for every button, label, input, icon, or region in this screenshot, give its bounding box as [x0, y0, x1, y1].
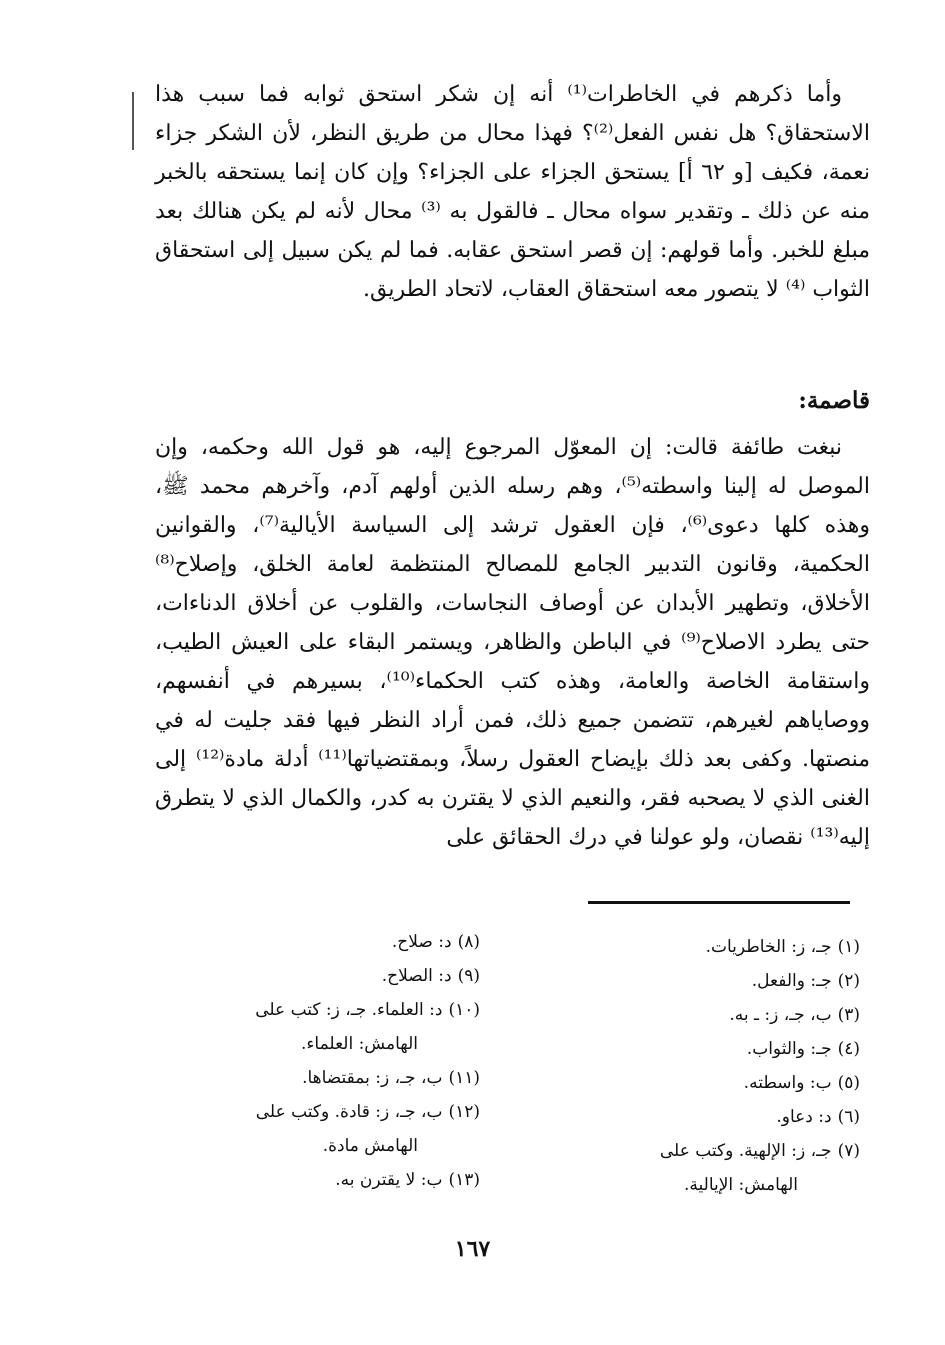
footnote-7: (٧)جـ، ز: الإلهية. وكتب على الهامش: الإيالية. [659, 1141, 860, 1195]
footnote-4: (٤)جـ: والثواب. [746, 1039, 860, 1059]
footnote-3: (٣)ب، جـ، ز: ـ به. [729, 1005, 860, 1025]
paragraph-2: نبغت طائفة قالت: إن المعوّل المرجوع إليه، هو قول الله وحكمه، وإن الموصل له إلينا واسطته⁽⁵⁾، وهم رسله الذين أولهم آدم، وآخرهم محمد ﷺ، وهذه كلها دعوى⁽⁶⁾، فإن العقول ترشد إلى السياسة الأيالية⁽⁷⁾، والقوانين الحكمية، وقانون التدبير الجامع للمصالح المنتظمة لعامة الخلق، وإصلاح⁽⁸⁾ الأخلاق، وتطهير الأبدان عن أوصاف النجاسات، والقلوب عن أخلاق الدناءات، حتى يطرد الاصلاح⁽⁹⁾ في الباطن والظاهر، ويستمر البقاء على العيش الطيب، واستقامة الخاصة والعامة، وهذه كتب الحكماء⁽¹⁰⁾، بسيرهم في أنفسهم، ووصاياهم لغيرهم، تتضمن جميع ذلك، فمن أراد النظر فيها فقد جليت له في منصتها. وكفى بعد ذلك بإيضاح العقول رسلاً، وبمقتضياتها⁽¹¹⁾ أدلة مادة⁽¹²⁾ إلى الغنى الذي لا يصحبه فقر، والنعيم الذي لا يقترن به كدر، والكمال الذي لا يتطرق إليه⁽¹³⁾ نقصان، ولو عولنا في درك الحقائق على [155, 435, 870, 850]
footnote-10: (١٠)د: العلماء. جـ، ز: كتب على الهامش: العلماء. [255, 1000, 480, 1054]
footnote-11: (١١)ب، جـ، ز: بمقتضاها. [302, 1068, 480, 1088]
section-heading: قاصمة: [798, 387, 870, 414]
footnote-separator [588, 901, 850, 904]
page-number: ١٦٧ [454, 1236, 491, 1262]
paragraph-1: وأما ذكرهم في الخاطرات⁽¹⁾ أنه إن شكر استحق ثوابه فما سبب هذا الاستحقاق؟ هل نفس الفعل⁽²⁾؟ فهذا محال من طريق النظر، لأن الشكر جزاء نعمة، فكيف [و ٦٢ أ] يستحق الجزاء على الجزاء؟ وإن كان إنما يستحقه بالخبر منه عن ذلك ـ وتقدير سواه محال ـ فالقول به ⁽³⁾ محال لأنه لم يكن هنالك بعد مبلغ للخبر. وأما قولهم: إن قصر استحق عقابه. فما لم يكن سبيل إلى استحقاق الثواب ⁽⁴⁾ لا يتصور معه استحقاق العقاب، لاتحاد الطريق. [155, 82, 870, 302]
footnote-5: (٥)ب: واسطته. [743, 1073, 860, 1093]
footnote-9: (٩)د: الصلاح. [381, 966, 480, 986]
footnote-6: (٦)د: دعاو. [776, 1107, 860, 1127]
footnote-13: (١٣)ب: لا يقترن به. [335, 1170, 480, 1190]
margin-line [132, 92, 134, 150]
footnotes-right-column [560, 930, 860, 1202]
footnotes-left-column [160, 925, 480, 1197]
footnote-12: (١٢)ب، جـ، ز: قادة. وكتب على الهامش مادة. [255, 1102, 480, 1156]
footnote-1: (١)جـ، ز: الخاطريات. [705, 937, 860, 957]
footnote-8: (٨)د: صلاح. [391, 932, 480, 952]
footnote-2: (٢)جـ: والفعل. [751, 971, 860, 991]
